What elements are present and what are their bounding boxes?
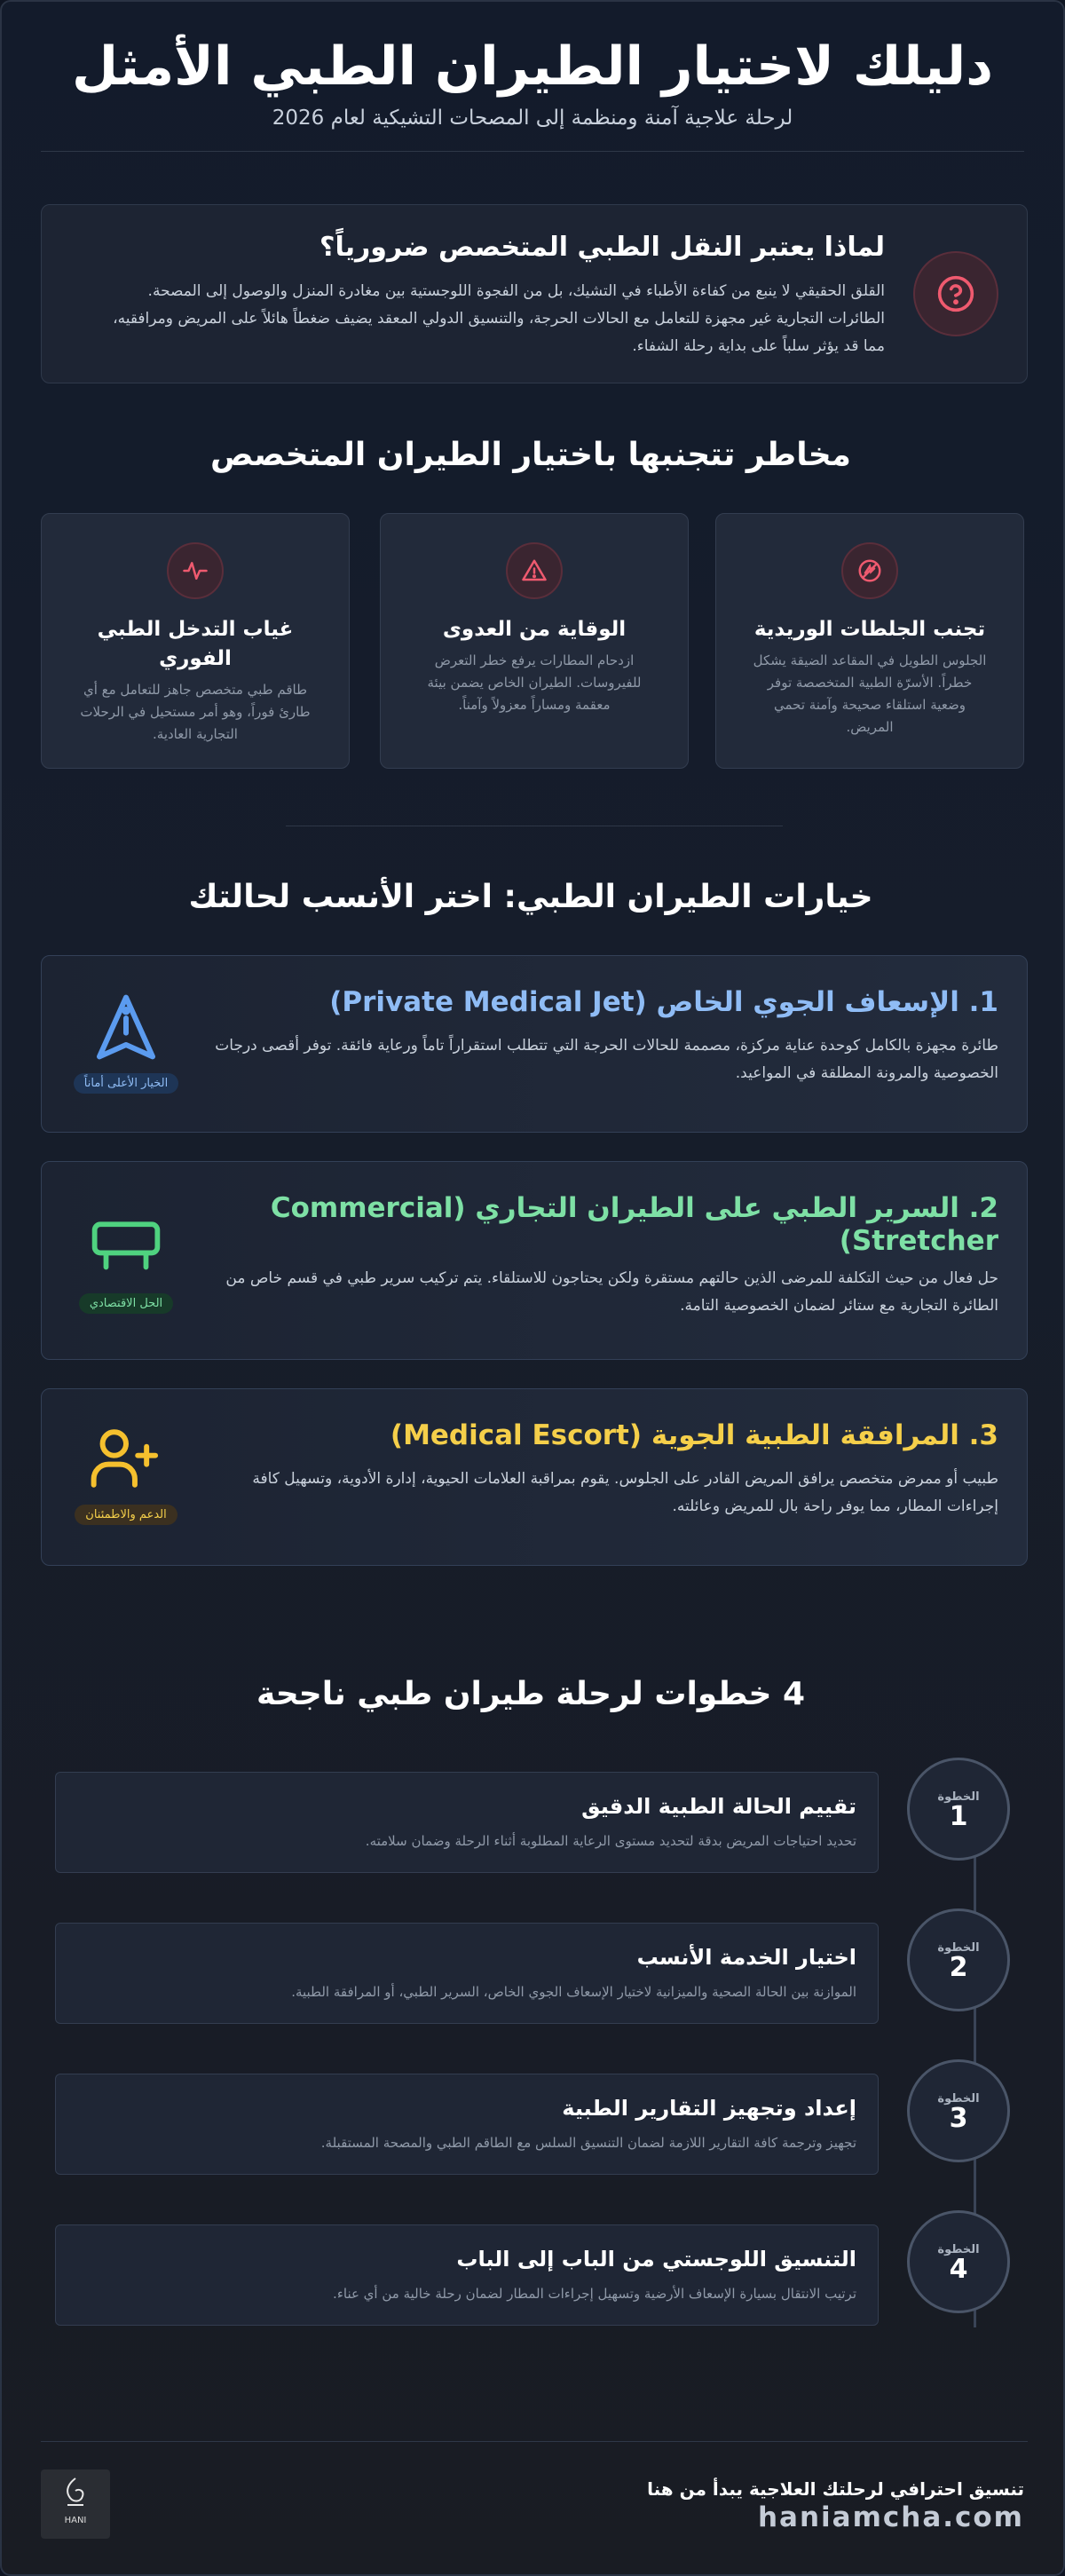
option-title: 3. المرافقة الطبية الجوية (Medical Escort): [390, 1419, 998, 1451]
step-title: التنسيق اللوجستي من الباب إلى الباب: [456, 2247, 856, 2272]
option-tag: الحل الاقتصادي: [79, 1293, 173, 1314]
jet-icon: [91, 992, 162, 1063]
risk-title: غياب التدخل الطبي الفوري: [97, 618, 294, 670]
steps-title: 4 خطوات لرحلة طيران طبي ناجحة: [256, 1676, 806, 1712]
step-card: [55, 2224, 879, 2326]
footer-divider: [41, 2441, 1028, 2442]
step-circle: [907, 1758, 1010, 1861]
stretcher-icon: [86, 1212, 166, 1283]
risks-title: مخاطر تتجنبها باختيار الطيران المتخصص: [210, 437, 851, 473]
risk-card: [715, 513, 1024, 769]
risk-body: الجلوس الطويل في المقاعد الضيقة يشكل خطراً. الأسرّة الطبية المتخصصة توفر وضعية استلقاء صحيحة وآمنة تحمي المريض.: [753, 652, 987, 735]
option-icon-wrap: [68, 992, 184, 1094]
option-card: [41, 1161, 1028, 1360]
header: [2, 2, 1063, 152]
option-body: حل فعال من حيث التكلفة للمرضى الذين حالتهم مستقرة ولكن يحتاجون للاستلقاء. يتم تركيب سرير طبي في قسم خاص من الطائرة التجارية مع ستائر لضمان الخصوصية التامة.: [225, 1269, 998, 1315]
page-title: دليلك لاختيار الطيران الطبي الأمثل: [71, 36, 994, 98]
option-card: [41, 955, 1028, 1133]
warning-icon: [506, 542, 563, 599]
step-number: 3: [949, 2103, 968, 2134]
risk-card: [380, 513, 689, 769]
option-body: طبيب أو ممرض متخصص يرافق المريض القادر على الجلوس. يقوم بمراقبة العلامات الحيوية، إدارة الأدوية، وتسهيل كافة إجراءات المطار، مما يوفر راحة بال للمريض وعائلته.: [252, 1470, 998, 1515]
step-card: [55, 1923, 879, 2024]
step-label: الخطوة: [937, 2092, 980, 2106]
risk-title: تجنب الجلطات الوريدية: [753, 618, 986, 641]
no-clot-icon: [841, 542, 898, 599]
step-card: [55, 2074, 879, 2175]
option-tag: الدعم والاطمئنان: [75, 1505, 177, 1525]
step-label: الخطوة: [937, 1941, 980, 1955]
options-title: خيارات الطيران الطبي: اختر الأنسب لحالتك: [188, 879, 873, 915]
pulse-icon: [167, 542, 224, 599]
escort-icon: [88, 1423, 164, 1494]
step-title: اختيار الخدمة الأنسب: [636, 1945, 856, 1970]
step-title: تقييم الحالة الطبية الدقيق: [581, 1794, 856, 1819]
step-body: تجهيز وترجمة كافة التقارير اللازمة لضمان التنسيق السلس مع الطاقم الطبي والمصحة المستقبلة.: [320, 2135, 856, 2151]
header-divider: [41, 151, 1024, 152]
page-subtitle: لرحلة علاجية آمنة ومنظمة إلى المصحات التشيكية لعام 2026: [272, 107, 793, 130]
question-icon: [913, 251, 998, 336]
option-body: طائرة مجهزة بالكامل كوحدة عناية مركزة، مصممة للحالات الحرجة التي تتطلب استقراراً تاماً ورعاية فائقة. توفر أقصى درجات الخصوصية والمرونة المطلقة في المواعيد.: [215, 1037, 998, 1082]
risk-body: طاقم طبي متخصص جاهز للتعامل مع أي طارئ فوراً، وهو أمر مستحيل في الرحلات التجارية العادية.: [80, 682, 311, 742]
option-icon-wrap: [68, 1212, 184, 1314]
option-title: 1. الإسعاف الجوي الخاص (Private Medical Jet): [329, 986, 998, 1018]
why-title: لماذا يعتبر النقل الطبي المتخصص ضرورياً؟: [320, 232, 885, 263]
step-number: 4: [949, 2254, 968, 2285]
footer-url-link[interactable]: haniamcha.com: [757, 2501, 1024, 2533]
step-number: 2: [949, 1952, 968, 1983]
why-card: [41, 204, 1028, 383]
option-title: 2. السرير الطبي على الطيران التجاري (Commercial Stretcher): [270, 1192, 998, 1257]
risk-body: ازدحام المطارات يرفع خطر التعرض للفيروسات. الطيران الخاص يضمن بيئة معقمة ومساراً معزولاً وآمناً.: [427, 652, 642, 713]
risk-card: [41, 513, 350, 769]
step-circle: [907, 2210, 1010, 2313]
step-body: الموازنة بين الحالة الصحية والميزانية لاختيار الإسعاف الجوي الخاص، السرير الطبي، أو المرافقة الطبية.: [291, 1984, 856, 2000]
step-circle: [907, 2059, 1010, 2162]
step-label: الخطوة: [937, 2243, 980, 2256]
logo-text: HANI: [64, 2516, 87, 2525]
why-body: القلق الحقيقي لا ينبع من كفاءة الأطباء في التشيك، بل من الفجوة اللوجستية بين مغادرة المنزل والوصول إلى المصحة. الطائرات التجارية غير مجهزة للتعامل مع الحالات الحرجة، والتنسيق الدولي المعقد يضيف ضغطاً هائلاً على المريض ومرافقيه، مما قد يؤثر سلباً على بداية رحلة الشفاء.: [113, 282, 885, 355]
step-label: الخطوة: [937, 1790, 980, 1804]
step-body: تحديد احتياجات المريض بدقة لتحديد مستوى الرعاية المطلوبة أثناء الرحلة وضمان سلامته.: [365, 1833, 856, 1849]
option-card: [41, 1388, 1028, 1566]
step-circle: [907, 1908, 1010, 2011]
risk-title: الوقاية من العدوى: [442, 618, 627, 641]
step-card: [55, 1772, 879, 1873]
step-number: 1: [949, 1801, 968, 1832]
brand-logo[interactable]: [41, 2469, 110, 2539]
option-tag: الخيار الأعلى أماناً: [74, 1073, 178, 1094]
option-icon-wrap: [68, 1423, 184, 1525]
step-title: إعداد وتجهيز التقارير الطبية: [562, 2096, 856, 2121]
footer-tagline: تنسيق احترافي لرحلتك العلاجية يبدأ من هنا: [647, 2478, 1024, 2500]
step-body: ترتيب الانتقال بسيارة الإسعاف الأرضية وتسهيل إجراءات المطار لضمان رحلة خالية من أي عناء.: [333, 2286, 856, 2302]
